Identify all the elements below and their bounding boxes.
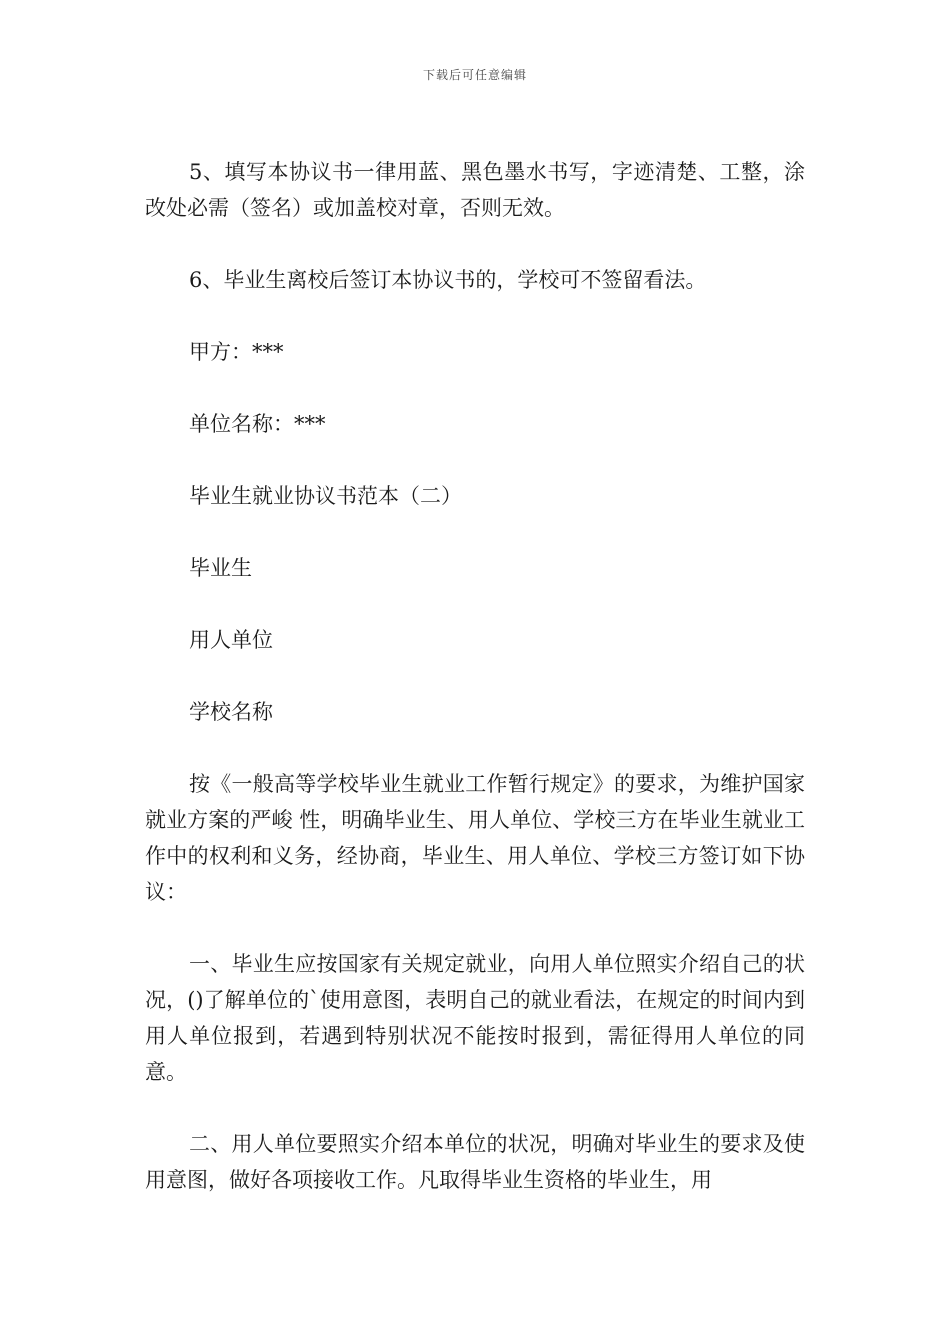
intro-paragraph: 按《一般高等学校毕业生就业工作暂行规定》的要求，为维护国家就业方案的严峻 性，明确毕业生、用人单位、学校三方在毕业生就业工作中的权利和义务，经协商，毕业生、用人单位、学校三方签订如下协议： — [145, 772, 805, 904]
header-note: 下载后可任意编辑 — [422, 68, 527, 82]
clause-2-paragraph: 二、用人单位要照实介绍本单位的状况，明确对毕业生的要求及使用意图，做好各项接收工作。凡取得毕业生资格的毕业生，用 — [145, 1132, 805, 1192]
section-title: 毕业生就业协议书范本（二） — [189, 484, 462, 508]
item-6-paragraph: 6、毕业生离校后签订本协议书的，学校可不签留看法。 — [189, 268, 707, 292]
item-5-paragraph: 5、填写本协议书一律用蓝、黑色墨水书写，字迹清楚、工整，涂改处必需（签名）或加盖校对章，否则无效。 — [145, 160, 805, 220]
employer-label: 用人单位 — [189, 628, 273, 652]
graduate-label: 毕业生 — [189, 556, 252, 580]
party-a-line: 甲方：*** — [189, 340, 284, 364]
unit-name-line: 单位名称：*** — [189, 412, 326, 436]
school-name-label: 学校名称 — [189, 700, 273, 724]
clause-1-paragraph: 一、毕业生应按国家有关规定就业，向用人单位照实介绍自己的状况，()了解单位的`使用意图，表明自己的就业看法，在规定的时间内到用人单位报到，若遇到特别状况不能按时报到，需征得用人单位的同意。 — [145, 952, 805, 1084]
document-body — [145, 154, 805, 1198]
